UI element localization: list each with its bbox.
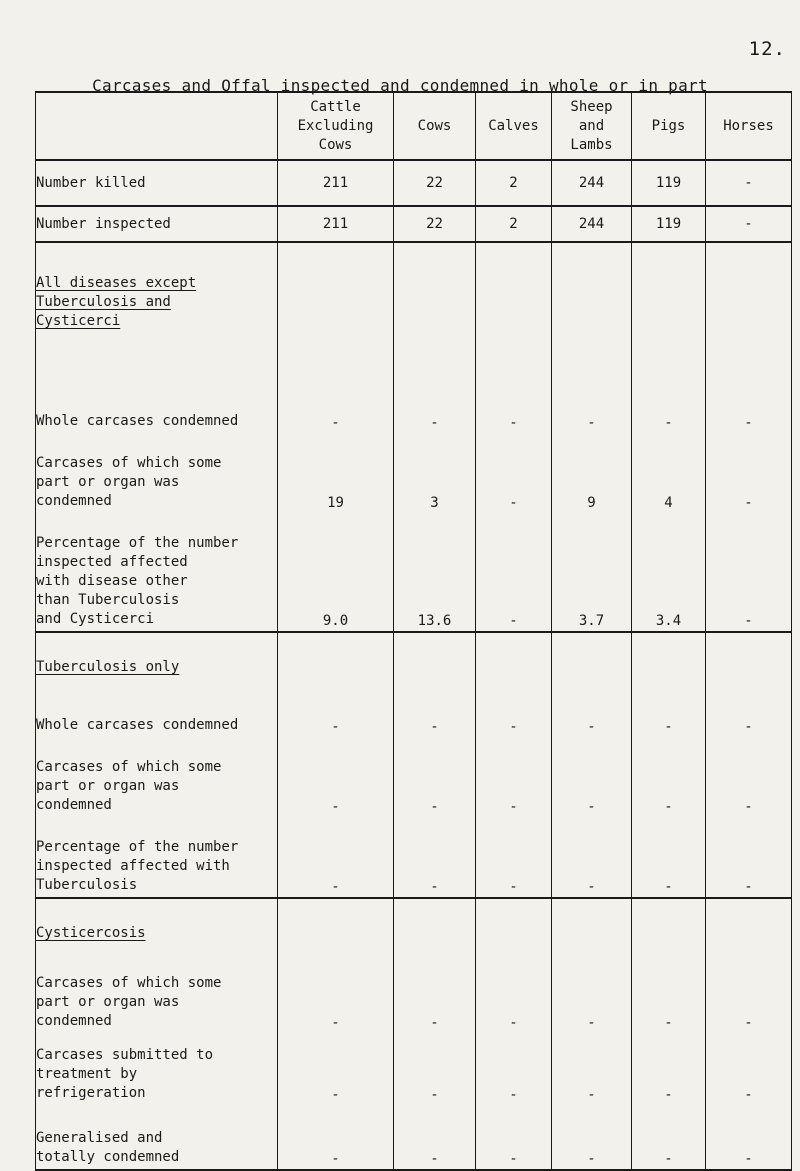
table-cell: -	[394, 817, 476, 898]
table-cell: -	[278, 331, 394, 433]
text-line: Percentage of the number	[36, 535, 239, 551]
empty-cell	[476, 898, 552, 943]
empty-cell	[706, 242, 792, 331]
text-line: All diseases except	[36, 275, 197, 291]
text-line: Horses	[723, 117, 774, 134]
text-line: Tuberculosis only	[36, 659, 180, 675]
text-line: Carcases of which some	[36, 759, 222, 775]
table-cell: -	[706, 1033, 792, 1105]
text-line: condemned	[36, 797, 112, 813]
table-row	[36, 513, 792, 632]
table-row	[36, 737, 792, 817]
section-title-text	[36, 658, 277, 677]
table-cell: -	[706, 817, 792, 898]
empty-cell	[552, 242, 632, 331]
row-label: Number killed	[36, 160, 278, 206]
table-cell: -	[706, 160, 792, 206]
table-cell: 211	[278, 160, 394, 206]
row-label	[36, 817, 278, 898]
section-title-text	[36, 924, 277, 943]
table-cell: -	[476, 677, 552, 737]
text-line: condemned	[36, 1013, 112, 1029]
table-cell: 119	[632, 160, 706, 206]
table-cell: -	[632, 817, 706, 898]
text-line: condemned	[36, 493, 112, 509]
section-title	[36, 632, 278, 677]
table-cell: 22	[394, 206, 476, 242]
table-cell: 3.7	[552, 513, 632, 632]
text-line: with disease other	[36, 573, 188, 589]
text-line: Percentage of the number	[36, 839, 239, 855]
table-cell: -	[552, 1033, 632, 1105]
table-cell: -	[632, 1105, 706, 1170]
table-row	[36, 943, 792, 1033]
table-cell: -	[394, 737, 476, 817]
text-line: Carcases submitted to	[36, 1047, 214, 1063]
row-label	[36, 1033, 278, 1105]
table-cell: -	[278, 737, 394, 817]
table-cell: -	[394, 1105, 476, 1170]
table-cell: 19	[278, 433, 394, 513]
page-title: Carcases and Offal inspected and condemned in whole or in part	[92, 76, 708, 95]
text-line: and Cysticerci	[36, 611, 155, 627]
section-title-row	[36, 242, 792, 331]
table-cell: -	[552, 817, 632, 898]
column-header	[278, 92, 394, 160]
column-header	[476, 92, 552, 160]
table-cell: -	[476, 1105, 552, 1170]
text-line: Tuberculosis and	[36, 294, 171, 310]
table-cell: -	[632, 331, 706, 433]
text-line: Carcases of which some	[36, 975, 222, 991]
section-title-row	[36, 898, 792, 943]
header-row	[36, 92, 792, 160]
text-line: inspected affected with	[36, 858, 230, 874]
text-line: Cysticerci	[36, 313, 121, 329]
empty-cell	[632, 632, 706, 677]
column-header	[394, 92, 476, 160]
table-cell: -	[552, 677, 632, 737]
table-cell: -	[476, 331, 552, 433]
table-cell: -	[476, 737, 552, 817]
row-label	[36, 433, 278, 513]
table-cell: -	[278, 817, 394, 898]
table-row	[36, 817, 792, 898]
section-title-row	[36, 632, 792, 677]
table-cell: 244	[552, 160, 632, 206]
text-line: refrigeration	[36, 1085, 146, 1101]
text-line: Whole carcases condemned	[36, 717, 239, 733]
table-row	[36, 331, 792, 433]
table-cell: 4	[632, 433, 706, 513]
table-cell: -	[706, 677, 792, 737]
empty-cell	[706, 898, 792, 943]
count-row	[36, 160, 792, 206]
table-cell: -	[706, 943, 792, 1033]
text-line: Tuberculosis	[36, 877, 138, 893]
table-cell: -	[632, 737, 706, 817]
text-line: totally condemned	[36, 1149, 180, 1165]
column-header	[706, 92, 792, 160]
table-cell: -	[476, 433, 552, 513]
text-line: part or organ was	[36, 778, 180, 794]
table-cell: -	[278, 943, 394, 1033]
text-line: Sheep	[570, 98, 613, 115]
table-cell: 244	[552, 206, 632, 242]
row-label	[36, 943, 278, 1033]
table-cell: -	[706, 206, 792, 242]
empty-cell	[476, 242, 552, 331]
table-cell: -	[706, 331, 792, 433]
table-cell: -	[476, 1033, 552, 1105]
empty-cell	[552, 898, 632, 943]
empty-cell	[552, 632, 632, 677]
inspection-table	[35, 91, 792, 1171]
table-row	[36, 1033, 792, 1105]
table-row	[36, 433, 792, 513]
table-row	[36, 677, 792, 737]
section-title	[36, 898, 278, 943]
table-cell: -	[706, 433, 792, 513]
row-label	[36, 677, 278, 737]
text-line: than Tuberculosis	[36, 592, 180, 608]
table-cell: -	[632, 943, 706, 1033]
text-line: part or organ was	[36, 994, 180, 1010]
row-label: Number inspected	[36, 206, 278, 242]
text-line: Excluding	[297, 117, 374, 134]
table-cell: 22	[394, 160, 476, 206]
table-cell: -	[552, 737, 632, 817]
row-label	[36, 513, 278, 632]
empty-cell	[278, 898, 394, 943]
table-cell: -	[476, 817, 552, 898]
table-cell: -	[476, 943, 552, 1033]
table-cell: -	[394, 1033, 476, 1105]
text-line: Cows	[417, 117, 452, 134]
section-title-text	[36, 274, 277, 331]
table-cell: 119	[632, 206, 706, 242]
table-cell: 9	[552, 433, 632, 513]
row-label	[36, 1105, 278, 1170]
text-line: inspected affected	[36, 554, 188, 570]
column-header	[632, 92, 706, 160]
empty-cell	[394, 898, 476, 943]
table-cell: -	[278, 1033, 394, 1105]
text-line: Whole carcases condemned	[36, 413, 239, 429]
row-label	[36, 737, 278, 817]
table-cell: -	[394, 331, 476, 433]
text-line: treatment by	[36, 1066, 138, 1082]
section-title	[36, 242, 278, 331]
table-cell: -	[632, 1033, 706, 1105]
table-cell: -	[394, 677, 476, 737]
text-line: and	[578, 117, 605, 134]
page-number: 12.	[748, 38, 786, 60]
table-cell: -	[706, 737, 792, 817]
table-cell: -	[476, 513, 552, 632]
empty-cell	[632, 898, 706, 943]
text-line: Carcases of which some	[36, 455, 222, 471]
text-line: Lambs	[570, 136, 613, 153]
table-cell: -	[632, 677, 706, 737]
table-row	[36, 1105, 792, 1170]
column-header	[552, 92, 632, 160]
text-line: Cows	[318, 136, 353, 153]
text-line: Generalised and	[36, 1130, 163, 1146]
table-cell: -	[706, 1105, 792, 1170]
table-cell: 2	[476, 206, 552, 242]
table-cell: -	[278, 1105, 394, 1170]
table-cell: 2	[476, 160, 552, 206]
table-cell: -	[552, 331, 632, 433]
row-label	[36, 331, 278, 433]
count-row	[36, 206, 792, 242]
text-line: Calves	[488, 117, 539, 134]
text-line: Cysticercosis	[36, 925, 146, 941]
empty-cell	[394, 242, 476, 331]
table-cell: 9.0	[278, 513, 394, 632]
table-cell: -	[706, 513, 792, 632]
empty-cell	[278, 632, 394, 677]
empty-cell	[706, 632, 792, 677]
table-cell: 3	[394, 433, 476, 513]
text-line: part or organ was	[36, 474, 180, 490]
empty-cell	[632, 242, 706, 331]
table-cell: 13.6	[394, 513, 476, 632]
text-line: Cattle	[310, 98, 361, 115]
empty-cell	[394, 632, 476, 677]
table-body	[36, 92, 792, 1170]
header-blank	[36, 92, 278, 160]
table-cell: 211	[278, 206, 394, 242]
table-cell: 3.4	[632, 513, 706, 632]
empty-cell	[476, 632, 552, 677]
table-cell: -	[552, 1105, 632, 1170]
table-cell: -	[394, 943, 476, 1033]
table-cell: -	[278, 677, 394, 737]
text-line: Pigs	[651, 117, 686, 134]
table-cell: -	[552, 943, 632, 1033]
empty-cell	[278, 242, 394, 331]
